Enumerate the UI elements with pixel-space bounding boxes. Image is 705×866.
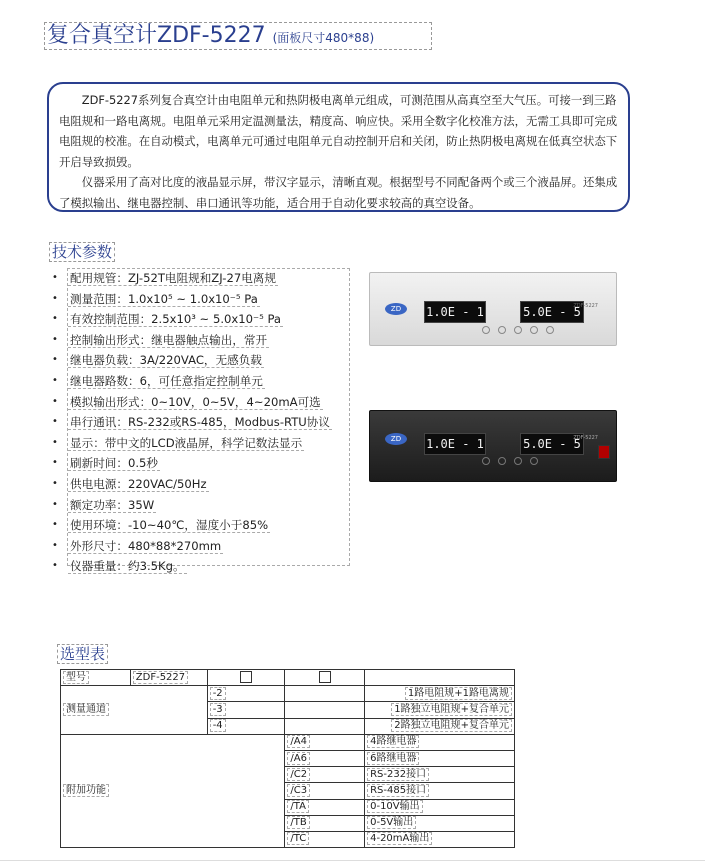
model-value [130,670,207,686]
bullet-icon: • [52,436,58,448]
extra-code-text: /C3 [287,784,310,797]
spec-text: 模拟输出形式：0~10V，0~5V，4~20mA可选 [70,394,321,409]
extra-code [285,767,365,783]
channel-label-text: 测量通道 [63,703,109,716]
channel-desc-text: 1路电阻规+1路电离规 [405,687,512,700]
bullet-icon: • [52,333,58,345]
channel-code [207,718,285,734]
button-icon [546,326,554,334]
channel-code [207,686,285,702]
spec-text: 显示：带中文的LCD液晶屏，科学记数法显示 [70,435,303,450]
bullet-icon: • [52,539,58,551]
spec-text: 继电器路数：6，可任意指定控制单元 [70,373,263,388]
spec-item [50,371,350,392]
spec-text: 控制输出形式：继电器触点输出，常开 [70,332,268,347]
specs-heading: 技术参数 [49,242,115,262]
extra-desc-text: 4-20mA输出 [367,832,432,845]
panel-model: ZDF-5227 [573,303,598,309]
empty-cell [285,702,365,718]
bullet-icon: • [52,477,58,489]
selection-heading: 选型表 [57,644,108,664]
bullet-icon: • [52,354,58,366]
bullet-icon: • [52,457,58,469]
spec-item [50,433,350,454]
button-icon [482,326,490,334]
spec-text: 额定功率：35W [70,497,155,512]
extra-code [285,734,365,750]
extra-desc [365,750,515,766]
bullet-icon: • [52,374,58,386]
option-slot-2 [285,670,365,686]
extra-code-text: /TB [287,816,309,829]
spec-text: 仪器重量：约3.5Kg。 [70,559,185,574]
empty-cell [365,670,515,686]
intro-paragraph-1: ZDF-5227系列复合真空计由电阻单元和热阴极电离单元组成，可测范围从高真空至大气压。可接一到三路电阻规和一路电离规。电阻单元采用定温测量法，精度高、响应快。采用全数字化校准方法，无需工具即可完成电阻规的校准。在自动模式，电离单元可通过电阻单元自动控制开启和关闭，防止热阴极电离规在低真空状态下开启导致损毁。 [59,93,618,169]
spec-text: 使用环境：-10~40℃，湿度小于85% [70,518,269,533]
lcd-right: 5.0E - 5 [520,301,584,323]
specs-list [50,268,350,574]
channel-code-text: -3 [210,703,226,716]
button-icon [514,326,522,334]
extra-desc-text: RS-232接口 [367,768,429,781]
selection-table [60,669,515,848]
bullet-icon: • [52,560,58,572]
page-title [44,22,432,50]
channel-label [61,686,208,735]
spec-item [50,495,350,516]
checkbox-placeholder-icon [319,671,331,683]
channel-desc [365,686,515,702]
extra-code [285,799,365,815]
spec-text: 有效控制范围：2.5x10³ ~ 5.0x10⁻⁵ Pa [70,312,282,327]
spec-text: 外形尺寸：480*88*270mm [70,538,222,553]
spec-item [50,330,350,351]
empty-cell [285,718,365,734]
extra-code [285,815,365,831]
table-row [61,670,515,686]
extra-desc-text: 0-5V输出 [367,816,416,829]
extra-desc [365,734,515,750]
extra-code [285,750,365,766]
option-slot-1 [207,670,285,686]
spec-text: 串行通讯：RS-232或RS-485，Modbus-RTU协议 [70,415,330,430]
extra-desc [365,799,515,815]
channel-desc-text: 1路独立电阻规+复合单元 [391,703,512,716]
spec-item [50,515,350,536]
extra-code-text: /C2 [287,768,310,781]
extra-desc [365,831,515,847]
spec-item [50,289,350,310]
button-icon [498,457,506,465]
spec-text: 刷新时间：0.5秒 [70,456,159,471]
extra-desc-text: 4路继电器 [367,735,419,748]
panel-model: ZDF-5227 [573,435,598,441]
button-icon [530,457,538,465]
bullet-icon: • [52,292,58,304]
spec-item [50,268,350,289]
spec-text: 供电电源：220VAC/50Hz [70,476,207,491]
brand-logo-icon: ZD [385,433,407,445]
spec-item [50,392,350,413]
bullet-icon: • [52,272,58,283]
spec-item [50,556,350,577]
intro-paragraph-2: 仪器采用了高对比度的液晶显示屏，带汉字显示，清晰直观。根据型号不同配备两个或三个液晶屏。还集成了模拟输出、继电器控制、串口通讯等功能，适合用于自动化要求较高的真空设备。 [59,175,618,210]
table-row [61,686,515,702]
extra-code [285,783,365,799]
bullet-icon: • [52,395,58,407]
bullet-icon: • [52,519,58,531]
lcd-left: 1.0E - 1 [424,433,486,455]
spec-text: 继电器负载：3A/220VAC，无感负载 [70,353,262,368]
extra-code-text: /A4 [287,735,310,748]
spec-item [50,350,350,371]
model-label-text: 型号 [63,671,89,684]
spec-item [50,309,350,330]
spec-text: 配用规管：ZJ-52T电阻规和ZJ-27电离规 [70,271,276,285]
extra-desc-text: 0-10V输出 [367,800,423,813]
extra-desc [365,783,515,799]
brand-logo-icon: ZD [385,303,407,315]
extra-code [285,831,365,847]
footer-divider [0,860,705,861]
channel-desc-text: 2路独立电阻规+复合单元 [391,719,512,732]
spec-item [50,474,350,495]
extra-label-text: 附加功能 [63,784,109,797]
empty-cell [285,686,365,702]
button-icon [514,457,522,465]
spec-text: 测量范围：1.0x10⁵ ~ 1.0x10⁻⁵ Pa [70,291,258,306]
channel-code [207,702,285,718]
channel-code-text: -2 [210,687,226,700]
channel-desc [365,718,515,734]
spec-item [50,412,350,433]
device-panel-dark [369,410,617,482]
extra-code-text: /TC [287,832,309,845]
model-value-text: ZDF-5227 [133,671,188,684]
intro-box [47,82,630,212]
extra-desc [365,815,515,831]
bullet-icon: • [52,313,58,325]
extra-label [61,734,285,847]
bullet-icon: • [52,498,58,510]
checkbox-placeholder-icon [240,671,252,683]
device-panel-light [369,272,617,346]
bullet-icon: • [52,416,58,428]
spec-item [50,536,350,557]
extra-code-text: /TA [287,800,309,813]
lcd-right: 5.0E - 5 [520,433,584,455]
button-icon [498,326,506,334]
extra-desc [365,767,515,783]
table-row [61,734,515,750]
button-icon [530,326,538,334]
power-switch-icon [598,445,610,459]
model-label [61,670,131,686]
extra-desc-text: 6路继电器 [367,752,419,765]
extra-desc-text: RS-485接口 [367,784,429,797]
button-icon [482,457,490,465]
spec-item [50,453,350,474]
lcd-left: 1.0E - 1 [424,301,486,323]
panel-size-note: (面板尺寸480*88) [272,31,375,45]
channel-desc [365,702,515,718]
channel-code-text: -4 [210,719,226,732]
extra-code-text: /A6 [287,752,310,765]
title-text: 复合真空计ZDF-5227 [47,23,266,48]
